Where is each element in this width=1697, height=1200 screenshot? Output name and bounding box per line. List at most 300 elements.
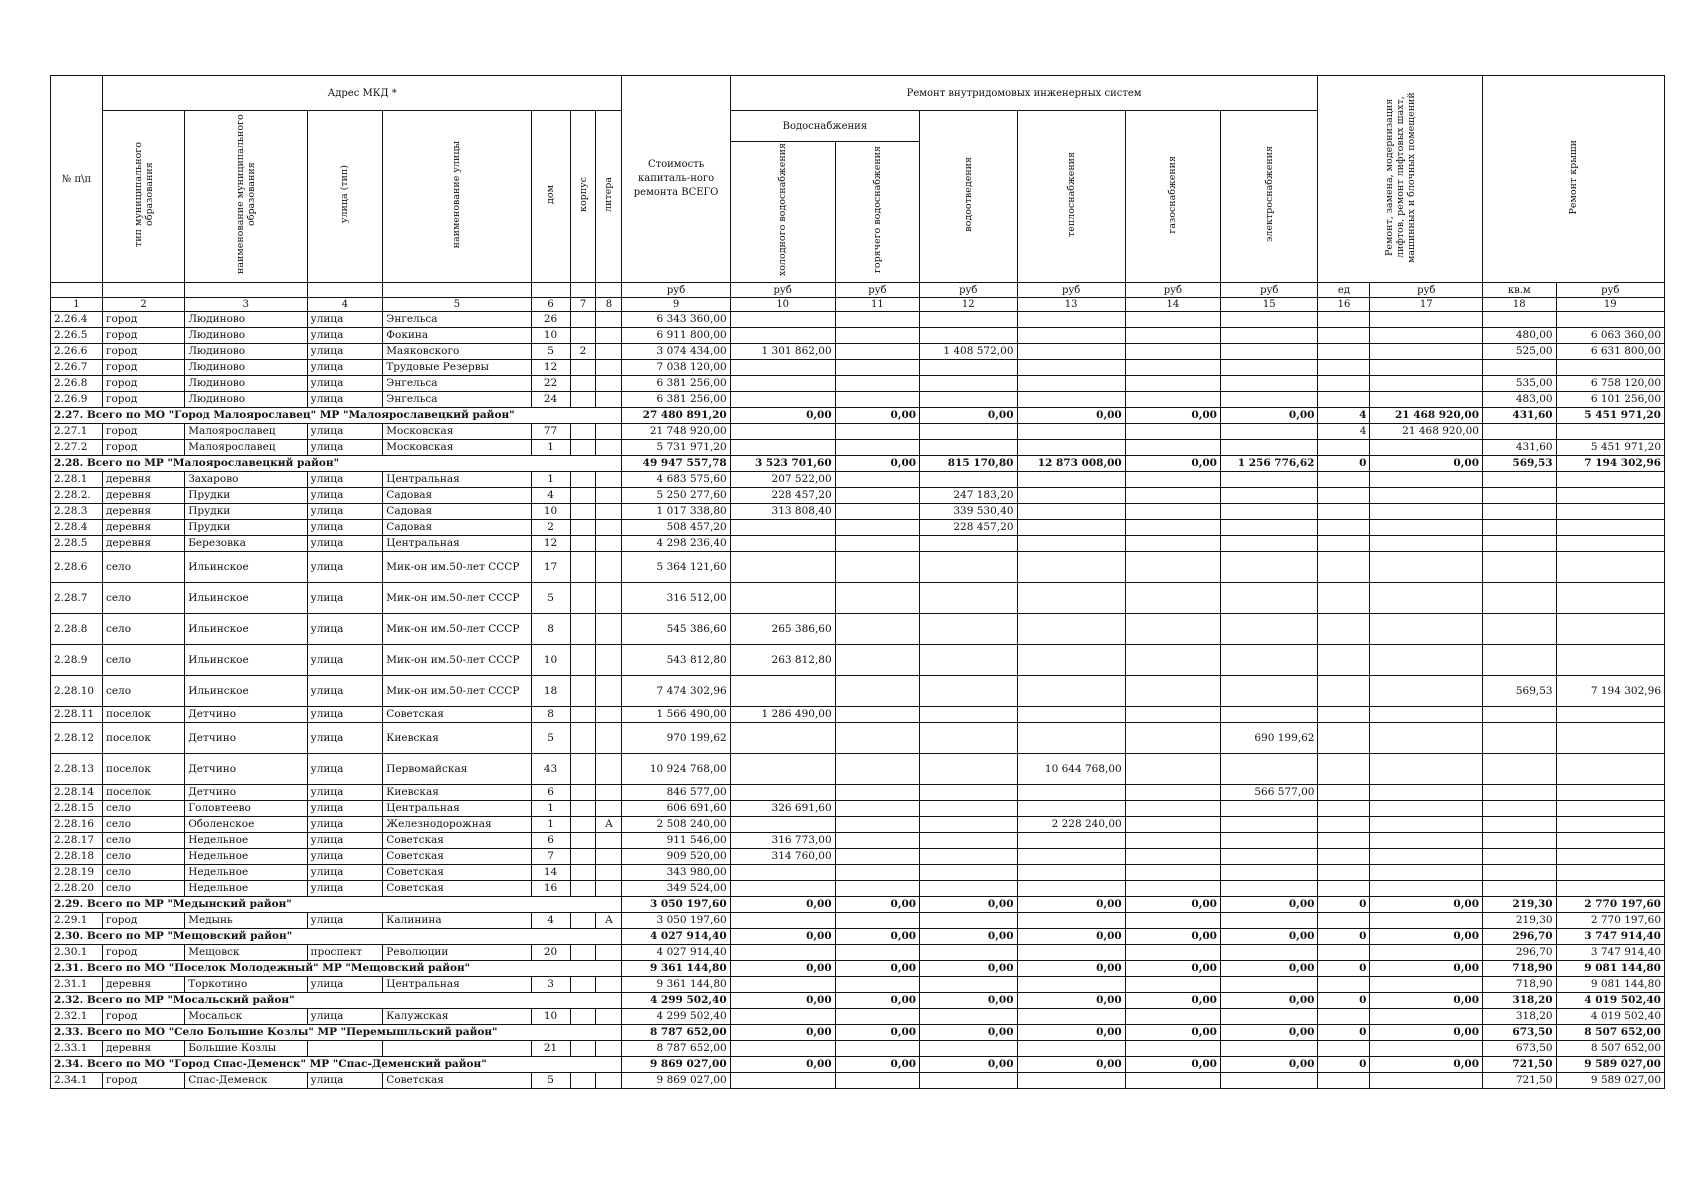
capital-repair-table xyxy=(50,75,1665,1089)
header-heating-text: теплоснабжения xyxy=(1065,151,1077,238)
electric xyxy=(1220,881,1318,897)
electric xyxy=(1220,392,1318,408)
electric xyxy=(1220,488,1318,504)
header-gas xyxy=(1125,111,1220,283)
electric: 0,00 xyxy=(1220,1057,1318,1073)
header-korpus-text: корпус xyxy=(577,177,589,212)
electric xyxy=(1220,552,1318,583)
street-type: улица xyxy=(307,488,383,504)
korpus xyxy=(570,440,596,456)
subtotal-label: 2.27. Всего по МО "Город Малоярославец" МР "Малоярославецкий район" xyxy=(51,408,622,424)
table-row xyxy=(51,707,1665,723)
gas xyxy=(1125,614,1220,645)
house-number: 2 xyxy=(531,520,570,536)
electric xyxy=(1220,344,1318,360)
hot-water xyxy=(835,785,919,801)
municipality-type: село xyxy=(102,801,184,817)
cold-water: 3 523 701,60 xyxy=(730,456,835,472)
cold-water xyxy=(730,360,835,376)
gas xyxy=(1125,472,1220,488)
street-name: Энгельса xyxy=(383,392,531,408)
total-cost: 316 512,00 xyxy=(622,583,730,614)
drainage xyxy=(920,1073,1017,1089)
house-number: 10 xyxy=(531,645,570,676)
municipality-type: село xyxy=(102,676,184,707)
table-row xyxy=(51,945,1665,961)
cold-water xyxy=(730,785,835,801)
lift-cost xyxy=(1370,552,1483,583)
row-number: 2.33.1 xyxy=(51,1041,103,1057)
roof-area xyxy=(1483,488,1557,504)
drainage xyxy=(920,440,1017,456)
hot-water xyxy=(835,520,919,536)
total-cost: 49 947 557,78 xyxy=(622,456,730,472)
roof-cost xyxy=(1556,817,1664,833)
drainage xyxy=(920,945,1017,961)
total-cost: 6 911 800,00 xyxy=(622,328,730,344)
gas xyxy=(1125,645,1220,676)
total-cost: 9 869 027,00 xyxy=(622,1073,730,1089)
municipality-name: Детчино xyxy=(185,785,307,801)
roof-area: 718,90 xyxy=(1483,961,1557,977)
municipality-name: Недельное xyxy=(185,865,307,881)
hot-water: 0,00 xyxy=(835,961,919,977)
gas xyxy=(1125,440,1220,456)
lift-units xyxy=(1318,1073,1370,1089)
korpus xyxy=(570,472,596,488)
roof-area xyxy=(1483,865,1557,881)
drainage: 0,00 xyxy=(920,961,1017,977)
lift-cost: 21 468 920,00 xyxy=(1370,408,1483,424)
cold-water: 0,00 xyxy=(730,1025,835,1041)
street-type: улица xyxy=(307,376,383,392)
header-name-mo xyxy=(185,111,307,283)
electric xyxy=(1220,312,1318,328)
roof-area: 480,00 xyxy=(1483,328,1557,344)
municipality-type: село xyxy=(102,817,184,833)
roof-area xyxy=(1483,504,1557,520)
row-number: 2.28.11 xyxy=(51,707,103,723)
korpus xyxy=(570,707,596,723)
drainage: 0,00 xyxy=(920,1057,1017,1073)
header-water-group: Водоснабжения xyxy=(730,111,919,142)
row-number: 2.28.1 xyxy=(51,472,103,488)
municipality-type: деревня xyxy=(102,472,184,488)
hot-water xyxy=(835,1041,919,1057)
street-type: улица xyxy=(307,344,383,360)
lift-cost: 0,00 xyxy=(1370,961,1483,977)
lift-cost xyxy=(1370,1009,1483,1025)
heating xyxy=(1017,472,1125,488)
roof-area xyxy=(1483,707,1557,723)
drainage: 247 183,20 xyxy=(920,488,1017,504)
drainage xyxy=(920,424,1017,440)
heating xyxy=(1017,360,1125,376)
lift-cost: 0,00 xyxy=(1370,929,1483,945)
subtotal-row xyxy=(51,456,1665,472)
house-number: 1 xyxy=(531,817,570,833)
street-type: улица xyxy=(307,801,383,817)
street-type: улица xyxy=(307,520,383,536)
drainage xyxy=(920,676,1017,707)
roof-cost: 5 451 971,20 xyxy=(1556,408,1664,424)
unit-cell xyxy=(570,283,596,298)
hot-water: 0,00 xyxy=(835,1025,919,1041)
subtotal-label: 2.29. Всего по МР "Медынский район" xyxy=(51,897,622,913)
roof-cost xyxy=(1556,881,1664,897)
roof-area: 296,70 xyxy=(1483,929,1557,945)
row-number: 2.27.2 xyxy=(51,440,103,456)
unit-cell xyxy=(185,283,307,298)
row-number: 2.28.13 xyxy=(51,754,103,785)
lift-units xyxy=(1318,488,1370,504)
house-number: 4 xyxy=(531,488,570,504)
litera xyxy=(596,583,622,614)
lift-cost xyxy=(1370,488,1483,504)
litera xyxy=(596,945,622,961)
header-cold-water-text: холодного водоснабжения xyxy=(777,143,789,277)
municipality-name: Прудки xyxy=(185,520,307,536)
col-number: 8 xyxy=(596,298,622,312)
gas xyxy=(1125,817,1220,833)
street-name: Советская xyxy=(383,833,531,849)
municipality-name: Людиново xyxy=(185,328,307,344)
gas xyxy=(1125,1073,1220,1089)
street-name: Мик-он им.50-лет СССР xyxy=(383,583,531,614)
street-type xyxy=(307,1041,383,1057)
roof-area: 483,00 xyxy=(1483,392,1557,408)
drainage xyxy=(920,472,1017,488)
lift-cost xyxy=(1370,504,1483,520)
municipality-name: Мосальск xyxy=(185,1009,307,1025)
roof-cost xyxy=(1556,504,1664,520)
gas xyxy=(1125,344,1220,360)
roof-cost xyxy=(1556,645,1664,676)
drainage xyxy=(920,376,1017,392)
street-name: Киевская xyxy=(383,785,531,801)
roof-area: 296,70 xyxy=(1483,945,1557,961)
municipality-name: Людиново xyxy=(185,312,307,328)
header-electric-text: электроснабжения xyxy=(1263,146,1275,243)
row-number: 2.28.5 xyxy=(51,536,103,552)
municipality-name: Оболенское xyxy=(185,817,307,833)
roof-cost xyxy=(1556,552,1664,583)
drainage: 0,00 xyxy=(920,929,1017,945)
korpus xyxy=(570,676,596,707)
street-name: Центральная xyxy=(383,472,531,488)
cold-water xyxy=(730,817,835,833)
house-number: 1 xyxy=(531,472,570,488)
cold-water xyxy=(730,392,835,408)
lift-units: 4 xyxy=(1318,408,1370,424)
row-number: 2.30.1 xyxy=(51,945,103,961)
drainage: 0,00 xyxy=(920,1025,1017,1041)
unit-cell xyxy=(383,283,531,298)
street-name: Мик-он им.50-лет СССР xyxy=(383,614,531,645)
hot-water xyxy=(835,1073,919,1089)
house-number: 6 xyxy=(531,785,570,801)
cold-water xyxy=(730,723,835,754)
street-name: Советская xyxy=(383,1073,531,1089)
lift-units xyxy=(1318,583,1370,614)
lift-units xyxy=(1318,1041,1370,1057)
lift-cost xyxy=(1370,360,1483,376)
roof-cost: 6 063 360,00 xyxy=(1556,328,1664,344)
electric xyxy=(1220,707,1318,723)
gas: 0,00 xyxy=(1125,408,1220,424)
municipality-name: Детчино xyxy=(185,707,307,723)
drainage: 1 408 572,00 xyxy=(920,344,1017,360)
hot-water xyxy=(835,376,919,392)
korpus: 2 xyxy=(570,344,596,360)
lift-cost xyxy=(1370,328,1483,344)
roof-cost xyxy=(1556,520,1664,536)
heating xyxy=(1017,723,1125,754)
municipality-type: село xyxy=(102,552,184,583)
house-number: 18 xyxy=(531,676,570,707)
korpus xyxy=(570,754,596,785)
municipality-type: деревня xyxy=(102,504,184,520)
gas xyxy=(1125,1041,1220,1057)
gas xyxy=(1125,312,1220,328)
roof-cost: 9 081 144,80 xyxy=(1556,977,1664,993)
subtotal-label: 2.31. Всего по МО "Поселок Молодежный" МР "Мещовский район" xyxy=(51,961,622,977)
lift-units: 4 xyxy=(1318,424,1370,440)
lift-cost xyxy=(1370,801,1483,817)
drainage xyxy=(920,392,1017,408)
roof-cost: 9 589 027,00 xyxy=(1556,1057,1664,1073)
lift-units: 0 xyxy=(1318,993,1370,1009)
roof-cost: 9 081 144,80 xyxy=(1556,961,1664,977)
header-type-mo xyxy=(102,111,184,283)
korpus xyxy=(570,723,596,754)
cold-water: 0,00 xyxy=(730,929,835,945)
municipality-name: Недельное xyxy=(185,849,307,865)
heating xyxy=(1017,913,1125,929)
roof-area: 673,50 xyxy=(1483,1025,1557,1041)
hot-water xyxy=(835,1009,919,1025)
korpus xyxy=(570,977,596,993)
litera xyxy=(596,849,622,865)
table-row xyxy=(51,865,1665,881)
house-number: 1 xyxy=(531,440,570,456)
roof-area: 525,00 xyxy=(1483,344,1557,360)
drainage xyxy=(920,552,1017,583)
heating xyxy=(1017,328,1125,344)
table-row xyxy=(51,583,1665,614)
electric xyxy=(1220,376,1318,392)
hot-water xyxy=(835,723,919,754)
house-number: 12 xyxy=(531,536,570,552)
roof-cost xyxy=(1556,360,1664,376)
hot-water xyxy=(835,833,919,849)
roof-cost: 4 019 502,40 xyxy=(1556,1009,1664,1025)
unit-cell: руб xyxy=(1370,283,1483,298)
header-engineering-group: Ремонт внутридомовых инженерных систем xyxy=(730,76,1318,111)
municipality-type: город xyxy=(102,360,184,376)
municipality-name: Торкотино xyxy=(185,977,307,993)
lift-units xyxy=(1318,328,1370,344)
unit-cell: руб xyxy=(835,283,919,298)
street-type: улица xyxy=(307,552,383,583)
row-number: 2.28.2. xyxy=(51,488,103,504)
heating xyxy=(1017,344,1125,360)
street-name: Центральная xyxy=(383,977,531,993)
unit-cell xyxy=(51,283,103,298)
street-type: улица xyxy=(307,504,383,520)
header-street-name-text: наименование улицы xyxy=(451,140,463,249)
electric xyxy=(1220,536,1318,552)
gas: 0,00 xyxy=(1125,897,1220,913)
table-row xyxy=(51,913,1665,929)
street-name: Московская xyxy=(383,424,531,440)
drainage xyxy=(920,977,1017,993)
house-number: 77 xyxy=(531,424,570,440)
lift-cost: 21 468 920,00 xyxy=(1370,424,1483,440)
cold-water xyxy=(730,536,835,552)
drainage xyxy=(920,865,1017,881)
korpus xyxy=(570,1073,596,1089)
street-type: проспект xyxy=(307,945,383,961)
municipality-name: Детчино xyxy=(185,723,307,754)
total-cost: 5 364 121,60 xyxy=(622,552,730,583)
lift-cost: 0,00 xyxy=(1370,897,1483,913)
row-number: 2.31.1 xyxy=(51,977,103,993)
municipality-type: город xyxy=(102,440,184,456)
municipality-name: Людиново xyxy=(185,344,307,360)
roof-cost: 6 631 800,00 xyxy=(1556,344,1664,360)
electric xyxy=(1220,801,1318,817)
cold-water xyxy=(730,1041,835,1057)
unit-cell: руб xyxy=(1556,283,1664,298)
row-number: 2.26.4 xyxy=(51,312,103,328)
municipality-type: город xyxy=(102,312,184,328)
electric xyxy=(1220,424,1318,440)
cold-water xyxy=(730,977,835,993)
table-row xyxy=(51,328,1665,344)
row-number: 2.32.1 xyxy=(51,1009,103,1025)
litera xyxy=(596,785,622,801)
lift-cost: 0,00 xyxy=(1370,1025,1483,1041)
house-number: 5 xyxy=(531,583,570,614)
cold-water: 0,00 xyxy=(730,408,835,424)
hot-water xyxy=(835,312,919,328)
korpus xyxy=(570,913,596,929)
municipality-name: Захарово xyxy=(185,472,307,488)
roof-cost: 8 507 652,00 xyxy=(1556,1041,1664,1057)
row-number: 2.28.4 xyxy=(51,520,103,536)
gas xyxy=(1125,785,1220,801)
roof-area: 569,53 xyxy=(1483,456,1557,472)
lift-units xyxy=(1318,504,1370,520)
roof-area xyxy=(1483,723,1557,754)
korpus xyxy=(570,833,596,849)
total-cost: 970 199,62 xyxy=(622,723,730,754)
subtotal-row xyxy=(51,1057,1665,1073)
heating xyxy=(1017,424,1125,440)
lift-units xyxy=(1318,849,1370,865)
table-row xyxy=(51,849,1665,865)
cold-water xyxy=(730,520,835,536)
litera xyxy=(596,360,622,376)
cold-water: 228 457,20 xyxy=(730,488,835,504)
municipality-type: город xyxy=(102,328,184,344)
electric: 0,00 xyxy=(1220,1025,1318,1041)
street-name: Калужская xyxy=(383,1009,531,1025)
roof-area xyxy=(1483,645,1557,676)
electric: 0,00 xyxy=(1220,897,1318,913)
heating xyxy=(1017,1009,1125,1025)
hot-water xyxy=(835,614,919,645)
litera xyxy=(596,865,622,881)
unit-cell: руб xyxy=(1125,283,1220,298)
cold-water: 326 691,60 xyxy=(730,801,835,817)
total-cost: 4 299 502,40 xyxy=(622,1009,730,1025)
total-cost: 543 812,80 xyxy=(622,645,730,676)
total-cost: 4 298 236,40 xyxy=(622,536,730,552)
house-number: 1 xyxy=(531,801,570,817)
hot-water: 0,00 xyxy=(835,1057,919,1073)
total-cost: 545 386,60 xyxy=(622,614,730,645)
gas xyxy=(1125,424,1220,440)
electric xyxy=(1220,1041,1318,1057)
heating xyxy=(1017,536,1125,552)
hot-water xyxy=(835,645,919,676)
roof-cost xyxy=(1556,536,1664,552)
street-name: Мик-он им.50-лет СССР xyxy=(383,645,531,676)
roof-area xyxy=(1483,552,1557,583)
roof-cost: 9 589 027,00 xyxy=(1556,1073,1664,1089)
heating xyxy=(1017,583,1125,614)
table-row xyxy=(51,676,1665,707)
cold-water: 316 773,00 xyxy=(730,833,835,849)
roof-cost: 3 747 914,40 xyxy=(1556,929,1664,945)
municipality-name: Прудки xyxy=(185,488,307,504)
lift-units xyxy=(1318,360,1370,376)
hot-water xyxy=(835,754,919,785)
municipality-type: город xyxy=(102,344,184,360)
street-type: улица xyxy=(307,424,383,440)
lift-cost xyxy=(1370,614,1483,645)
heating xyxy=(1017,520,1125,536)
unit-cell: руб xyxy=(622,283,730,298)
gas xyxy=(1125,913,1220,929)
cold-water: 0,00 xyxy=(730,961,835,977)
total-cost: 2 508 240,00 xyxy=(622,817,730,833)
street-type: улица xyxy=(307,472,383,488)
roof-area: 431,60 xyxy=(1483,408,1557,424)
roof-area: 431,60 xyxy=(1483,440,1557,456)
gas: 0,00 xyxy=(1125,456,1220,472)
street-type: улица xyxy=(307,881,383,897)
total-cost: 1 566 490,00 xyxy=(622,707,730,723)
gas xyxy=(1125,707,1220,723)
street-type: улица xyxy=(307,754,383,785)
roof-area xyxy=(1483,785,1557,801)
electric: 0,00 xyxy=(1220,961,1318,977)
municipality-type: город xyxy=(102,945,184,961)
korpus xyxy=(570,536,596,552)
gas xyxy=(1125,977,1220,993)
drainage xyxy=(920,801,1017,817)
gas xyxy=(1125,801,1220,817)
table-row xyxy=(51,817,1665,833)
total-cost: 27 480 891,20 xyxy=(622,408,730,424)
street-name: Садовая xyxy=(383,520,531,536)
korpus xyxy=(570,785,596,801)
roof-area xyxy=(1483,583,1557,614)
municipality-name: Недельное xyxy=(185,881,307,897)
